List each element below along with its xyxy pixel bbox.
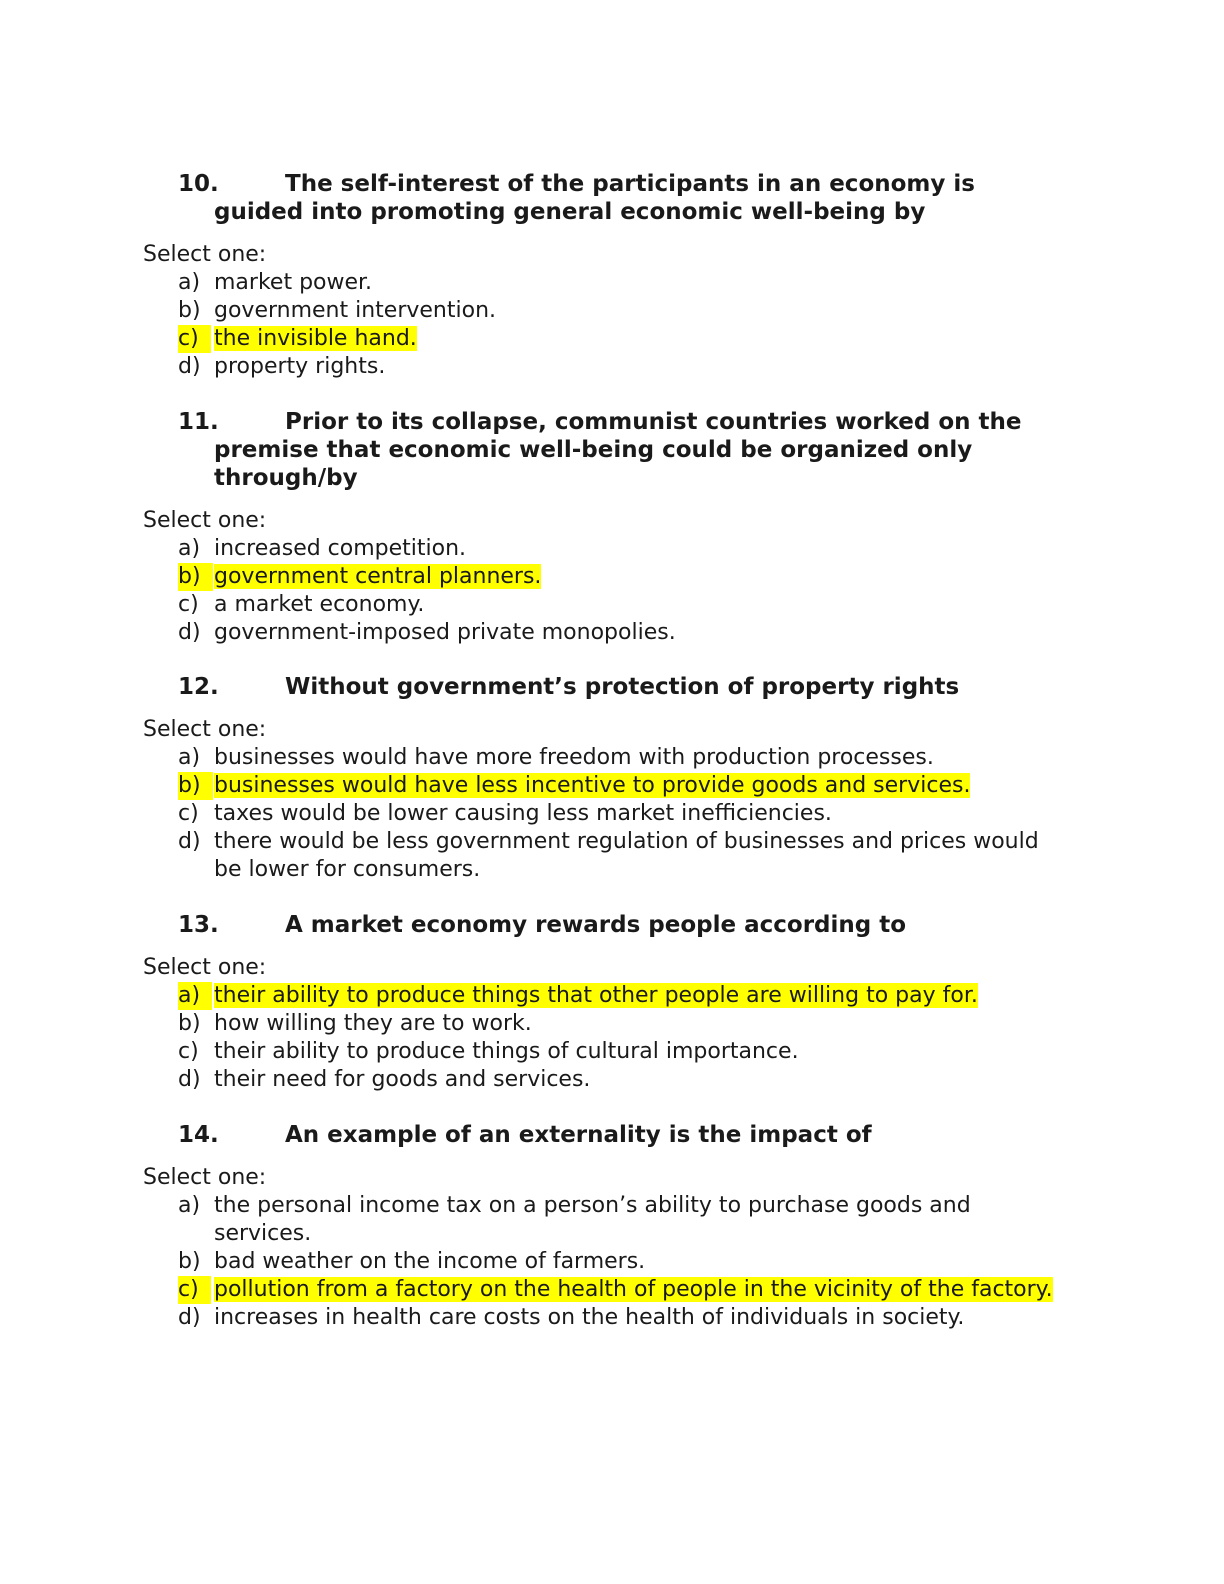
answer-option[interactable] xyxy=(178,1010,1058,1038)
option-letter: b) xyxy=(178,772,213,800)
option-text-content: their ability to produce things of cultural importance. xyxy=(214,1039,799,1064)
question-text: A market economy rewards people according to xyxy=(285,912,907,938)
question-12 xyxy=(0,673,1224,884)
option-letter: b) xyxy=(178,298,201,323)
question-10 xyxy=(0,170,1224,381)
answer-option[interactable] xyxy=(178,1192,1058,1248)
option-text-content: taxes would be lower causing less market inefficiencies. xyxy=(214,801,832,826)
option-text-content: a market economy. xyxy=(214,592,425,617)
question-14 xyxy=(0,1121,1224,1332)
option-text-content: the invisible hand. xyxy=(214,326,417,351)
question-heading xyxy=(178,408,1058,492)
question-text: Without government’s protection of property rights xyxy=(285,674,960,700)
highlighted-answer-text xyxy=(214,982,1058,1010)
option-letter: b) xyxy=(178,1011,201,1036)
option-text xyxy=(214,1038,1058,1066)
select-one-label: Select one: xyxy=(143,717,267,742)
option-text-content: increased competition. xyxy=(214,536,467,561)
answer-option[interactable] xyxy=(178,828,1058,884)
select-one-label: Select one: xyxy=(143,1165,267,1190)
highlighted-answer-text xyxy=(214,325,1058,353)
answer-option[interactable] xyxy=(178,744,1058,772)
option-text-content: businesses would have less incentive to provide goods and services. xyxy=(214,773,971,798)
option-text xyxy=(214,297,1058,325)
answer-option[interactable] xyxy=(178,563,1058,591)
option-letter: c) xyxy=(178,592,199,617)
option-letter: c) xyxy=(178,325,211,353)
option-text-content: pollution from a factory on the health of people in the vicinity of the factory. xyxy=(214,1277,1053,1302)
option-text xyxy=(214,1304,1058,1332)
question-number: 14. xyxy=(178,1122,219,1148)
option-letter: d) xyxy=(178,1067,201,1092)
option-text-content: there would be less government regulation of businesses and prices would be lower for consumers. xyxy=(214,829,1039,882)
option-text-content: businesses would have more freedom with production processes. xyxy=(214,745,934,770)
highlighted-answer-text xyxy=(214,563,1058,591)
option-text xyxy=(214,828,1058,884)
answer-option[interactable] xyxy=(178,353,1058,381)
option-text xyxy=(214,619,1058,647)
option-text-content: the personal income tax on a person’s ability to purchase goods and services. xyxy=(214,1193,971,1246)
answer-option[interactable] xyxy=(178,1248,1058,1276)
answer-option[interactable] xyxy=(178,535,1058,563)
question-number: 12. xyxy=(178,674,219,700)
question-number: 13. xyxy=(178,912,219,938)
option-text xyxy=(214,591,1058,619)
option-letter: d) xyxy=(178,354,201,379)
highlighted-answer-text xyxy=(214,772,1058,800)
answer-option[interactable] xyxy=(178,297,1058,325)
answer-option[interactable] xyxy=(178,1038,1058,1066)
option-text xyxy=(214,535,1058,563)
answer-option[interactable] xyxy=(178,591,1058,619)
question-number: 10. xyxy=(178,171,219,197)
answer-option[interactable] xyxy=(178,982,1058,1010)
select-one-label: Select one: xyxy=(143,955,267,980)
option-text-content: bad weather on the income of farmers. xyxy=(214,1249,646,1274)
option-letter: c) xyxy=(178,801,199,826)
answer-option[interactable] xyxy=(178,619,1058,647)
option-letter: a) xyxy=(178,270,201,295)
option-text xyxy=(214,1248,1058,1276)
option-letter: d) xyxy=(178,620,201,645)
answer-option[interactable] xyxy=(178,1276,1058,1304)
answer-options xyxy=(0,1192,1224,1332)
answer-option[interactable] xyxy=(178,269,1058,297)
option-text-content: government-imposed private monopolies. xyxy=(214,620,676,645)
option-text-content: government intervention. xyxy=(214,298,497,323)
option-letter: c) xyxy=(178,1039,199,1064)
option-text xyxy=(214,353,1058,381)
option-text-content: property rights. xyxy=(214,354,386,379)
question-11 xyxy=(0,408,1224,647)
question-heading xyxy=(178,1121,1058,1149)
option-letter: a) xyxy=(178,1193,201,1218)
option-text-content: market power. xyxy=(214,270,373,295)
answer-options xyxy=(0,744,1224,884)
question-heading xyxy=(178,673,1058,701)
option-text xyxy=(214,1010,1058,1038)
option-text xyxy=(214,1192,1058,1248)
answer-options xyxy=(0,535,1224,647)
answer-option[interactable] xyxy=(178,1066,1058,1094)
option-letter: b) xyxy=(178,1249,201,1274)
option-letter: b) xyxy=(178,563,213,591)
option-text xyxy=(214,800,1058,828)
question-heading xyxy=(178,170,1058,226)
option-letter: a) xyxy=(178,536,201,561)
answer-options xyxy=(0,269,1224,381)
option-text-content: their ability to produce things that other people are willing to pay for. xyxy=(214,983,978,1008)
option-letter: d) xyxy=(178,1305,201,1330)
question-text: Prior to its collapse, communist countries worked on the premise that economic well-being could be organized only through/by xyxy=(214,409,1022,491)
question-number: 11. xyxy=(178,409,219,435)
answer-option[interactable] xyxy=(178,772,1058,800)
option-text-content: increases in health care costs on the health of individuals in society. xyxy=(214,1305,965,1330)
answer-option[interactable] xyxy=(178,800,1058,828)
select-one-label: Select one: xyxy=(143,508,267,533)
question-heading xyxy=(178,911,1058,939)
option-letter: d) xyxy=(178,829,201,854)
option-text-content: how willing they are to work. xyxy=(214,1011,532,1036)
option-text-content: their need for goods and services. xyxy=(214,1067,591,1092)
option-text xyxy=(214,1066,1058,1094)
option-letter: a) xyxy=(178,745,201,770)
select-one-label: Select one: xyxy=(143,242,267,267)
option-letter: a) xyxy=(178,982,212,1010)
answer-option[interactable] xyxy=(178,1304,1058,1332)
question-text: The self-interest of the participants in an economy is guided into promoting general economic well-being by xyxy=(214,171,975,225)
option-text xyxy=(214,269,1058,297)
option-text xyxy=(214,744,1058,772)
answer-option[interactable] xyxy=(178,325,1058,353)
highlighted-answer-text xyxy=(214,1276,1058,1304)
option-text-content: government central planners. xyxy=(214,564,542,589)
question-13 xyxy=(0,911,1224,1094)
option-letter: c) xyxy=(178,1276,211,1304)
question-text: An example of an externality is the impact of xyxy=(285,1122,872,1148)
answer-options xyxy=(0,982,1224,1094)
